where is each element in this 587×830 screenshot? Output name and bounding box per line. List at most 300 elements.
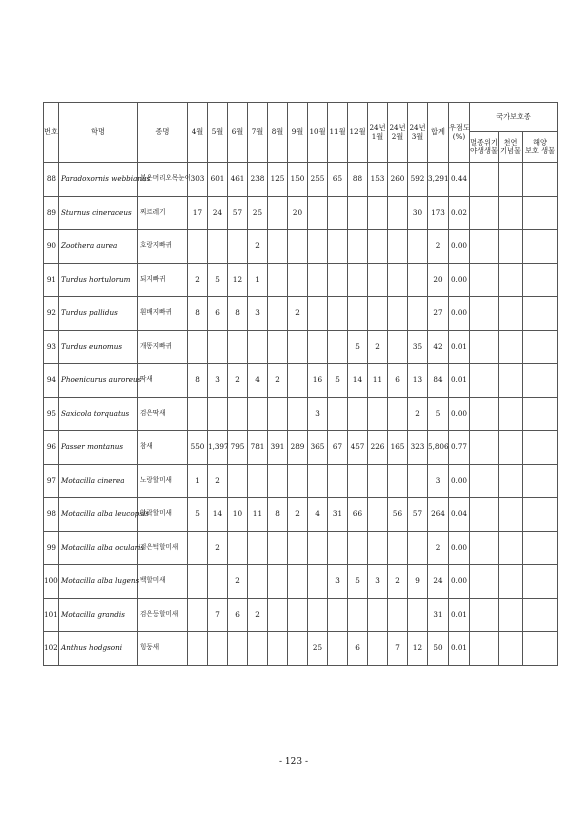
- korean-name: 개똥지빠귀: [138, 330, 188, 364]
- count-cell: [188, 531, 208, 565]
- count-cell: 35: [408, 330, 428, 364]
- count-cell: [288, 464, 308, 498]
- total-cell: 2: [428, 531, 449, 565]
- marine-protected-cell: [523, 632, 558, 666]
- count-cell: [348, 196, 368, 230]
- count-cell: [248, 464, 268, 498]
- species-table: [43, 102, 558, 666]
- total-cell: 50: [428, 632, 449, 666]
- header-month: 9월: [288, 103, 308, 163]
- count-cell: 226: [368, 431, 388, 465]
- count-cell: 3: [308, 397, 328, 431]
- endangered-cell: [470, 598, 499, 632]
- count-cell: 12: [228, 263, 248, 297]
- count-cell: [348, 397, 368, 431]
- korean-name: 참새: [138, 431, 188, 465]
- total-cell: 20: [428, 263, 449, 297]
- count-cell: [228, 230, 248, 264]
- count-cell: 5: [208, 263, 228, 297]
- endangered-cell: [470, 464, 499, 498]
- table-row: [44, 431, 558, 465]
- marine-protected-cell: [523, 565, 558, 599]
- count-cell: [268, 196, 288, 230]
- count-cell: [368, 464, 388, 498]
- count-cell: [408, 230, 428, 264]
- dominance-cell: 0.00: [449, 531, 470, 565]
- natural-monument-cell: [499, 464, 523, 498]
- dominance-cell: 0.77: [449, 431, 470, 465]
- count-cell: 2: [208, 531, 228, 565]
- count-cell: [208, 565, 228, 599]
- count-cell: 550: [188, 431, 208, 465]
- count-cell: 2: [388, 565, 408, 599]
- natural-monument-cell: [499, 565, 523, 599]
- count-cell: 1,397: [208, 431, 228, 465]
- total-cell: 173: [428, 196, 449, 230]
- count-cell: [328, 397, 348, 431]
- count-cell: [408, 464, 428, 498]
- count-cell: 88: [348, 163, 368, 197]
- count-cell: 30: [408, 196, 428, 230]
- count-cell: 365: [308, 431, 328, 465]
- korean-name: 검은턱할미새: [138, 531, 188, 565]
- count-cell: [288, 230, 308, 264]
- total-cell: 5: [428, 397, 449, 431]
- korean-name: 붉은머리오목눈이: [138, 163, 188, 197]
- total-cell: 84: [428, 364, 449, 398]
- table-row: [44, 297, 558, 331]
- count-cell: [188, 330, 208, 364]
- count-cell: 6: [348, 632, 368, 666]
- marine-protected-cell: [523, 263, 558, 297]
- dominance-cell: 0.00: [449, 464, 470, 498]
- count-cell: [268, 531, 288, 565]
- count-cell: [308, 330, 328, 364]
- table-row: [44, 598, 558, 632]
- count-cell: 3: [248, 297, 268, 331]
- row-number: 89: [44, 196, 59, 230]
- count-cell: [348, 297, 368, 331]
- scientific-name: Motacilla alba ocularis: [59, 531, 138, 565]
- count-cell: 2: [188, 263, 208, 297]
- count-cell: [308, 297, 328, 331]
- header-month: 5월: [208, 103, 228, 163]
- count-cell: 8: [188, 297, 208, 331]
- header-month: 12월: [348, 103, 368, 163]
- endangered-cell: [470, 632, 499, 666]
- marine-protected-cell: [523, 230, 558, 264]
- total-cell: 27: [428, 297, 449, 331]
- count-cell: 323: [408, 431, 428, 465]
- count-cell: [328, 464, 348, 498]
- count-cell: 6: [388, 364, 408, 398]
- count-cell: [348, 230, 368, 264]
- count-cell: [328, 263, 348, 297]
- table-row: [44, 632, 558, 666]
- count-cell: [368, 263, 388, 297]
- natural-monument-cell: [499, 498, 523, 532]
- korean-name: 호랑지빠귀: [138, 230, 188, 264]
- table-row: [44, 565, 558, 599]
- count-cell: [268, 397, 288, 431]
- header-month: 7월: [248, 103, 268, 163]
- korean-name: 되지빠귀: [138, 263, 188, 297]
- scientific-name: Motacilla cinerea: [59, 464, 138, 498]
- scientific-name: Paradoxornis webbianus: [59, 163, 138, 197]
- count-cell: [308, 263, 328, 297]
- dominance-cell: 0.01: [449, 598, 470, 632]
- header-month: 6월: [228, 103, 248, 163]
- count-cell: 9: [408, 565, 428, 599]
- count-cell: 2: [288, 498, 308, 532]
- count-cell: 391: [268, 431, 288, 465]
- natural-monument-cell: [499, 163, 523, 197]
- header-month-24-1: 24년 1월: [368, 103, 388, 163]
- count-cell: 10: [228, 498, 248, 532]
- count-cell: 461: [228, 163, 248, 197]
- count-cell: [328, 598, 348, 632]
- count-cell: 260: [388, 163, 408, 197]
- count-cell: 2: [408, 397, 428, 431]
- korean-name: 딱새: [138, 364, 188, 398]
- korean-name: 힝둥새: [138, 632, 188, 666]
- korean-name: 백할미새: [138, 565, 188, 599]
- count-cell: [328, 196, 348, 230]
- count-cell: [368, 531, 388, 565]
- scientific-name: Anthus hodgsoni: [59, 632, 138, 666]
- count-cell: 2: [208, 464, 228, 498]
- count-cell: [188, 598, 208, 632]
- total-cell: 3,291: [428, 163, 449, 197]
- count-cell: 2: [248, 598, 268, 632]
- natural-monument-cell: [499, 598, 523, 632]
- table-row: [44, 397, 558, 431]
- natural-monument-cell: [499, 531, 523, 565]
- count-cell: 7: [388, 632, 408, 666]
- korean-name: 검은등할미새: [138, 598, 188, 632]
- count-cell: 65: [328, 163, 348, 197]
- count-cell: [228, 397, 248, 431]
- count-cell: [368, 230, 388, 264]
- count-cell: [368, 598, 388, 632]
- dominance-cell: 0.00: [449, 263, 470, 297]
- count-cell: 601: [208, 163, 228, 197]
- count-cell: [248, 531, 268, 565]
- count-cell: [408, 531, 428, 565]
- count-cell: 6: [208, 297, 228, 331]
- total-cell: 2: [428, 230, 449, 264]
- dominance-cell: 0.02: [449, 196, 470, 230]
- dominance-cell: 0.00: [449, 297, 470, 331]
- count-cell: [408, 297, 428, 331]
- count-cell: [248, 330, 268, 364]
- count-cell: [228, 464, 248, 498]
- korean-name: 알락할미새: [138, 498, 188, 532]
- count-cell: 781: [248, 431, 268, 465]
- dominance-cell: 0.00: [449, 565, 470, 599]
- count-cell: 2: [268, 364, 288, 398]
- count-cell: [368, 498, 388, 532]
- count-cell: [408, 598, 428, 632]
- natural-monument-cell: [499, 632, 523, 666]
- count-cell: [208, 330, 228, 364]
- count-cell: 11: [248, 498, 268, 532]
- count-cell: [348, 598, 368, 632]
- total-cell: 24: [428, 565, 449, 599]
- total-cell: 31: [428, 598, 449, 632]
- header-month-24-2: 24년 2월: [388, 103, 408, 163]
- count-cell: 3: [328, 565, 348, 599]
- natural-monument-cell: [499, 230, 523, 264]
- count-cell: [288, 397, 308, 431]
- row-number: 100: [44, 565, 59, 599]
- endangered-cell: [470, 196, 499, 230]
- marine-protected-cell: [523, 531, 558, 565]
- header-natural-monument: 천연 기념물: [499, 132, 523, 163]
- scientific-name: Sturnus cineraceus: [59, 196, 138, 230]
- header-endangered: 멸종위기 야생생물: [470, 132, 499, 163]
- count-cell: 5: [348, 565, 368, 599]
- count-cell: 8: [228, 297, 248, 331]
- count-cell: 13: [408, 364, 428, 398]
- natural-monument-cell: [499, 196, 523, 230]
- count-cell: 8: [188, 364, 208, 398]
- dominance-cell: 0.00: [449, 230, 470, 264]
- count-cell: 2: [228, 364, 248, 398]
- endangered-cell: [470, 364, 499, 398]
- count-cell: [308, 598, 328, 632]
- count-cell: 1: [248, 263, 268, 297]
- count-cell: [288, 565, 308, 599]
- header-month: 10월: [308, 103, 328, 163]
- scientific-name: Zoothera aurea: [59, 230, 138, 264]
- count-cell: 66: [348, 498, 368, 532]
- table-row: [44, 364, 558, 398]
- row-number: 92: [44, 297, 59, 331]
- scientific-name: Phoenicurus auroreus: [59, 364, 138, 398]
- row-number: 96: [44, 431, 59, 465]
- endangered-cell: [470, 498, 499, 532]
- count-cell: [348, 464, 368, 498]
- count-cell: [188, 565, 208, 599]
- count-cell: 592: [408, 163, 428, 197]
- count-cell: [228, 531, 248, 565]
- row-number: 91: [44, 263, 59, 297]
- count-cell: 5: [328, 364, 348, 398]
- count-cell: 17: [188, 196, 208, 230]
- count-cell: [308, 565, 328, 599]
- table-row: [44, 230, 558, 264]
- marine-protected-cell: [523, 364, 558, 398]
- count-cell: 238: [248, 163, 268, 197]
- count-cell: [388, 598, 408, 632]
- header-month-24-3: 24년 3월: [408, 103, 428, 163]
- row-number: 94: [44, 364, 59, 398]
- count-cell: [328, 230, 348, 264]
- count-cell: [308, 196, 328, 230]
- row-number: 102: [44, 632, 59, 666]
- endangered-cell: [470, 431, 499, 465]
- count-cell: 6: [228, 598, 248, 632]
- dominance-cell: 0.01: [449, 632, 470, 666]
- scientific-name: Motacilla grandis: [59, 598, 138, 632]
- natural-monument-cell: [499, 297, 523, 331]
- count-cell: [288, 330, 308, 364]
- count-cell: [208, 632, 228, 666]
- count-cell: 2: [248, 230, 268, 264]
- scientific-name: Turdus hortulorum: [59, 263, 138, 297]
- count-cell: 3: [208, 364, 228, 398]
- total-cell: 5,806: [428, 431, 449, 465]
- count-cell: 24: [208, 196, 228, 230]
- count-cell: [288, 364, 308, 398]
- count-cell: 14: [348, 364, 368, 398]
- count-cell: [288, 263, 308, 297]
- count-cell: 20: [288, 196, 308, 230]
- natural-monument-cell: [499, 431, 523, 465]
- table-row: [44, 263, 558, 297]
- table-row: [44, 163, 558, 197]
- count-cell: 5: [188, 498, 208, 532]
- marine-protected-cell: [523, 464, 558, 498]
- count-cell: [368, 297, 388, 331]
- count-cell: 57: [408, 498, 428, 532]
- count-cell: 12: [408, 632, 428, 666]
- row-number: 95: [44, 397, 59, 431]
- table-row: [44, 498, 558, 532]
- count-cell: 457: [348, 431, 368, 465]
- count-cell: [408, 263, 428, 297]
- count-cell: [288, 598, 308, 632]
- count-cell: [208, 397, 228, 431]
- count-cell: 2: [288, 297, 308, 331]
- count-cell: [188, 230, 208, 264]
- count-cell: [288, 531, 308, 565]
- marine-protected-cell: [523, 431, 558, 465]
- count-cell: [388, 464, 408, 498]
- endangered-cell: [470, 397, 499, 431]
- count-cell: [328, 632, 348, 666]
- marine-protected-cell: [523, 297, 558, 331]
- endangered-cell: [470, 230, 499, 264]
- header-national-protected: 국가보호종: [470, 103, 558, 132]
- count-cell: 2: [228, 565, 248, 599]
- count-cell: 14: [208, 498, 228, 532]
- table-row: [44, 531, 558, 565]
- endangered-cell: [470, 531, 499, 565]
- scientific-name: Turdus pallidus: [59, 297, 138, 331]
- count-cell: [368, 196, 388, 230]
- count-cell: 57: [228, 196, 248, 230]
- count-cell: [328, 330, 348, 364]
- header-total: 합계: [428, 103, 449, 163]
- count-cell: [368, 632, 388, 666]
- count-cell: 25: [248, 196, 268, 230]
- count-cell: [388, 531, 408, 565]
- scientific-name: Motacilla alba lugens: [59, 565, 138, 599]
- header-species-name: 종명: [138, 103, 188, 163]
- count-cell: [208, 230, 228, 264]
- scientific-name: Passer montanus: [59, 431, 138, 465]
- count-cell: 16: [308, 364, 328, 398]
- korean-name: 찌르레기: [138, 196, 188, 230]
- total-cell: 3: [428, 464, 449, 498]
- count-cell: [268, 330, 288, 364]
- marine-protected-cell: [523, 598, 558, 632]
- count-cell: 67: [328, 431, 348, 465]
- marine-protected-cell: [523, 397, 558, 431]
- scientific-name: Motacilla alba leucopsis: [59, 498, 138, 532]
- count-cell: 11: [368, 364, 388, 398]
- row-number: 97: [44, 464, 59, 498]
- count-cell: 303: [188, 163, 208, 197]
- count-cell: [388, 397, 408, 431]
- count-cell: 150: [288, 163, 308, 197]
- marine-protected-cell: [523, 163, 558, 197]
- marine-protected-cell: [523, 498, 558, 532]
- count-cell: 7: [208, 598, 228, 632]
- header-dominance: 우점도 (%): [449, 103, 470, 163]
- count-cell: 255: [308, 163, 328, 197]
- total-cell: 42: [428, 330, 449, 364]
- header-month: 8월: [268, 103, 288, 163]
- dominance-cell: 0.00: [449, 397, 470, 431]
- natural-monument-cell: [499, 364, 523, 398]
- dominance-cell: 0.04: [449, 498, 470, 532]
- scientific-name: Turdus eunomus: [59, 330, 138, 364]
- count-cell: [188, 632, 208, 666]
- count-cell: [248, 565, 268, 599]
- endangered-cell: [470, 297, 499, 331]
- count-cell: [248, 632, 268, 666]
- dominance-cell: 0.44: [449, 163, 470, 197]
- count-cell: [228, 632, 248, 666]
- row-number: 99: [44, 531, 59, 565]
- count-cell: 31: [328, 498, 348, 532]
- count-cell: 2: [368, 330, 388, 364]
- count-cell: [328, 297, 348, 331]
- count-cell: 3: [368, 565, 388, 599]
- count-cell: [268, 464, 288, 498]
- count-cell: [268, 632, 288, 666]
- count-cell: 795: [228, 431, 248, 465]
- count-cell: 153: [368, 163, 388, 197]
- table-row: [44, 196, 558, 230]
- header-marine-protected: 해양 보호 생물: [523, 132, 558, 163]
- count-cell: [388, 263, 408, 297]
- count-cell: 8: [268, 498, 288, 532]
- count-cell: 165: [388, 431, 408, 465]
- row-number: 93: [44, 330, 59, 364]
- row-number: 90: [44, 230, 59, 264]
- count-cell: [348, 531, 368, 565]
- count-cell: [248, 397, 268, 431]
- count-cell: [308, 531, 328, 565]
- count-cell: [388, 297, 408, 331]
- endangered-cell: [470, 163, 499, 197]
- natural-monument-cell: [499, 263, 523, 297]
- count-cell: 56: [388, 498, 408, 532]
- table-row: [44, 464, 558, 498]
- count-cell: 25: [308, 632, 328, 666]
- count-cell: [268, 565, 288, 599]
- natural-monument-cell: [499, 330, 523, 364]
- page-number: - 123 -: [279, 757, 308, 767]
- header-month: 11월: [328, 103, 348, 163]
- korean-name: 흰배지빠귀: [138, 297, 188, 331]
- scientific-name: Saxicola torquatus: [59, 397, 138, 431]
- count-cell: [388, 230, 408, 264]
